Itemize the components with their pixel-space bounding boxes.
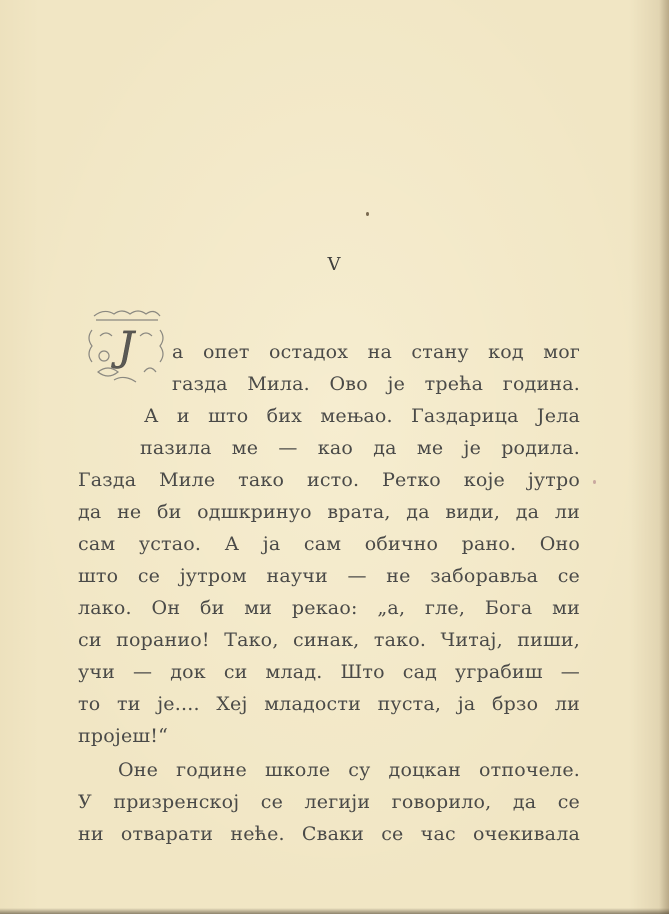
text-line: сам устао. А ја сам обично рано. Оно [78, 533, 580, 555]
text-line: учи — док си млад. Што сад уграбиш — [78, 661, 580, 683]
page-bottom-edge [0, 908, 669, 914]
text-line: а опет остадох на стану код мог [172, 341, 580, 363]
text-line: си поранио! Тако, синак, тако. Читај, пиши, [78, 629, 580, 651]
chapter-number: V [327, 254, 342, 275]
text-line: што се јутром научи — не заборавља се [78, 565, 580, 587]
text-line: Оне године школе су доцкан отпочеле. [118, 759, 580, 781]
text-line: А и што бих мењао. Газдарица Јела [144, 405, 580, 427]
drop-cap-letter: J [117, 324, 135, 370]
ink-speck [593, 480, 596, 484]
text-line: пројеш!“ [78, 725, 169, 747]
ink-speck [366, 212, 369, 216]
text-line: лако. Он би ми рекао: „а, гле, Бога ми [78, 597, 580, 619]
text-line: Газда Миле тако исто. Ретко које јутро [78, 469, 580, 491]
text-line: да не би одшкринуо врата, да види, да ли [78, 501, 580, 523]
text-line: газда Мила. Ово је трећа година. [172, 373, 580, 395]
ornamental-drop-cap [84, 306, 168, 386]
text-line: пазила ме — као да ме је родила. [140, 437, 580, 459]
page-edge-shadow [659, 0, 669, 914]
text-line: то ти је.... Хеј младости пуста, ја брзо ли [78, 693, 580, 715]
text-line: У призренској се легији говорило, да се [78, 791, 580, 813]
text-line: ни отварати неће. Сваки се час очекивала [78, 823, 580, 845]
